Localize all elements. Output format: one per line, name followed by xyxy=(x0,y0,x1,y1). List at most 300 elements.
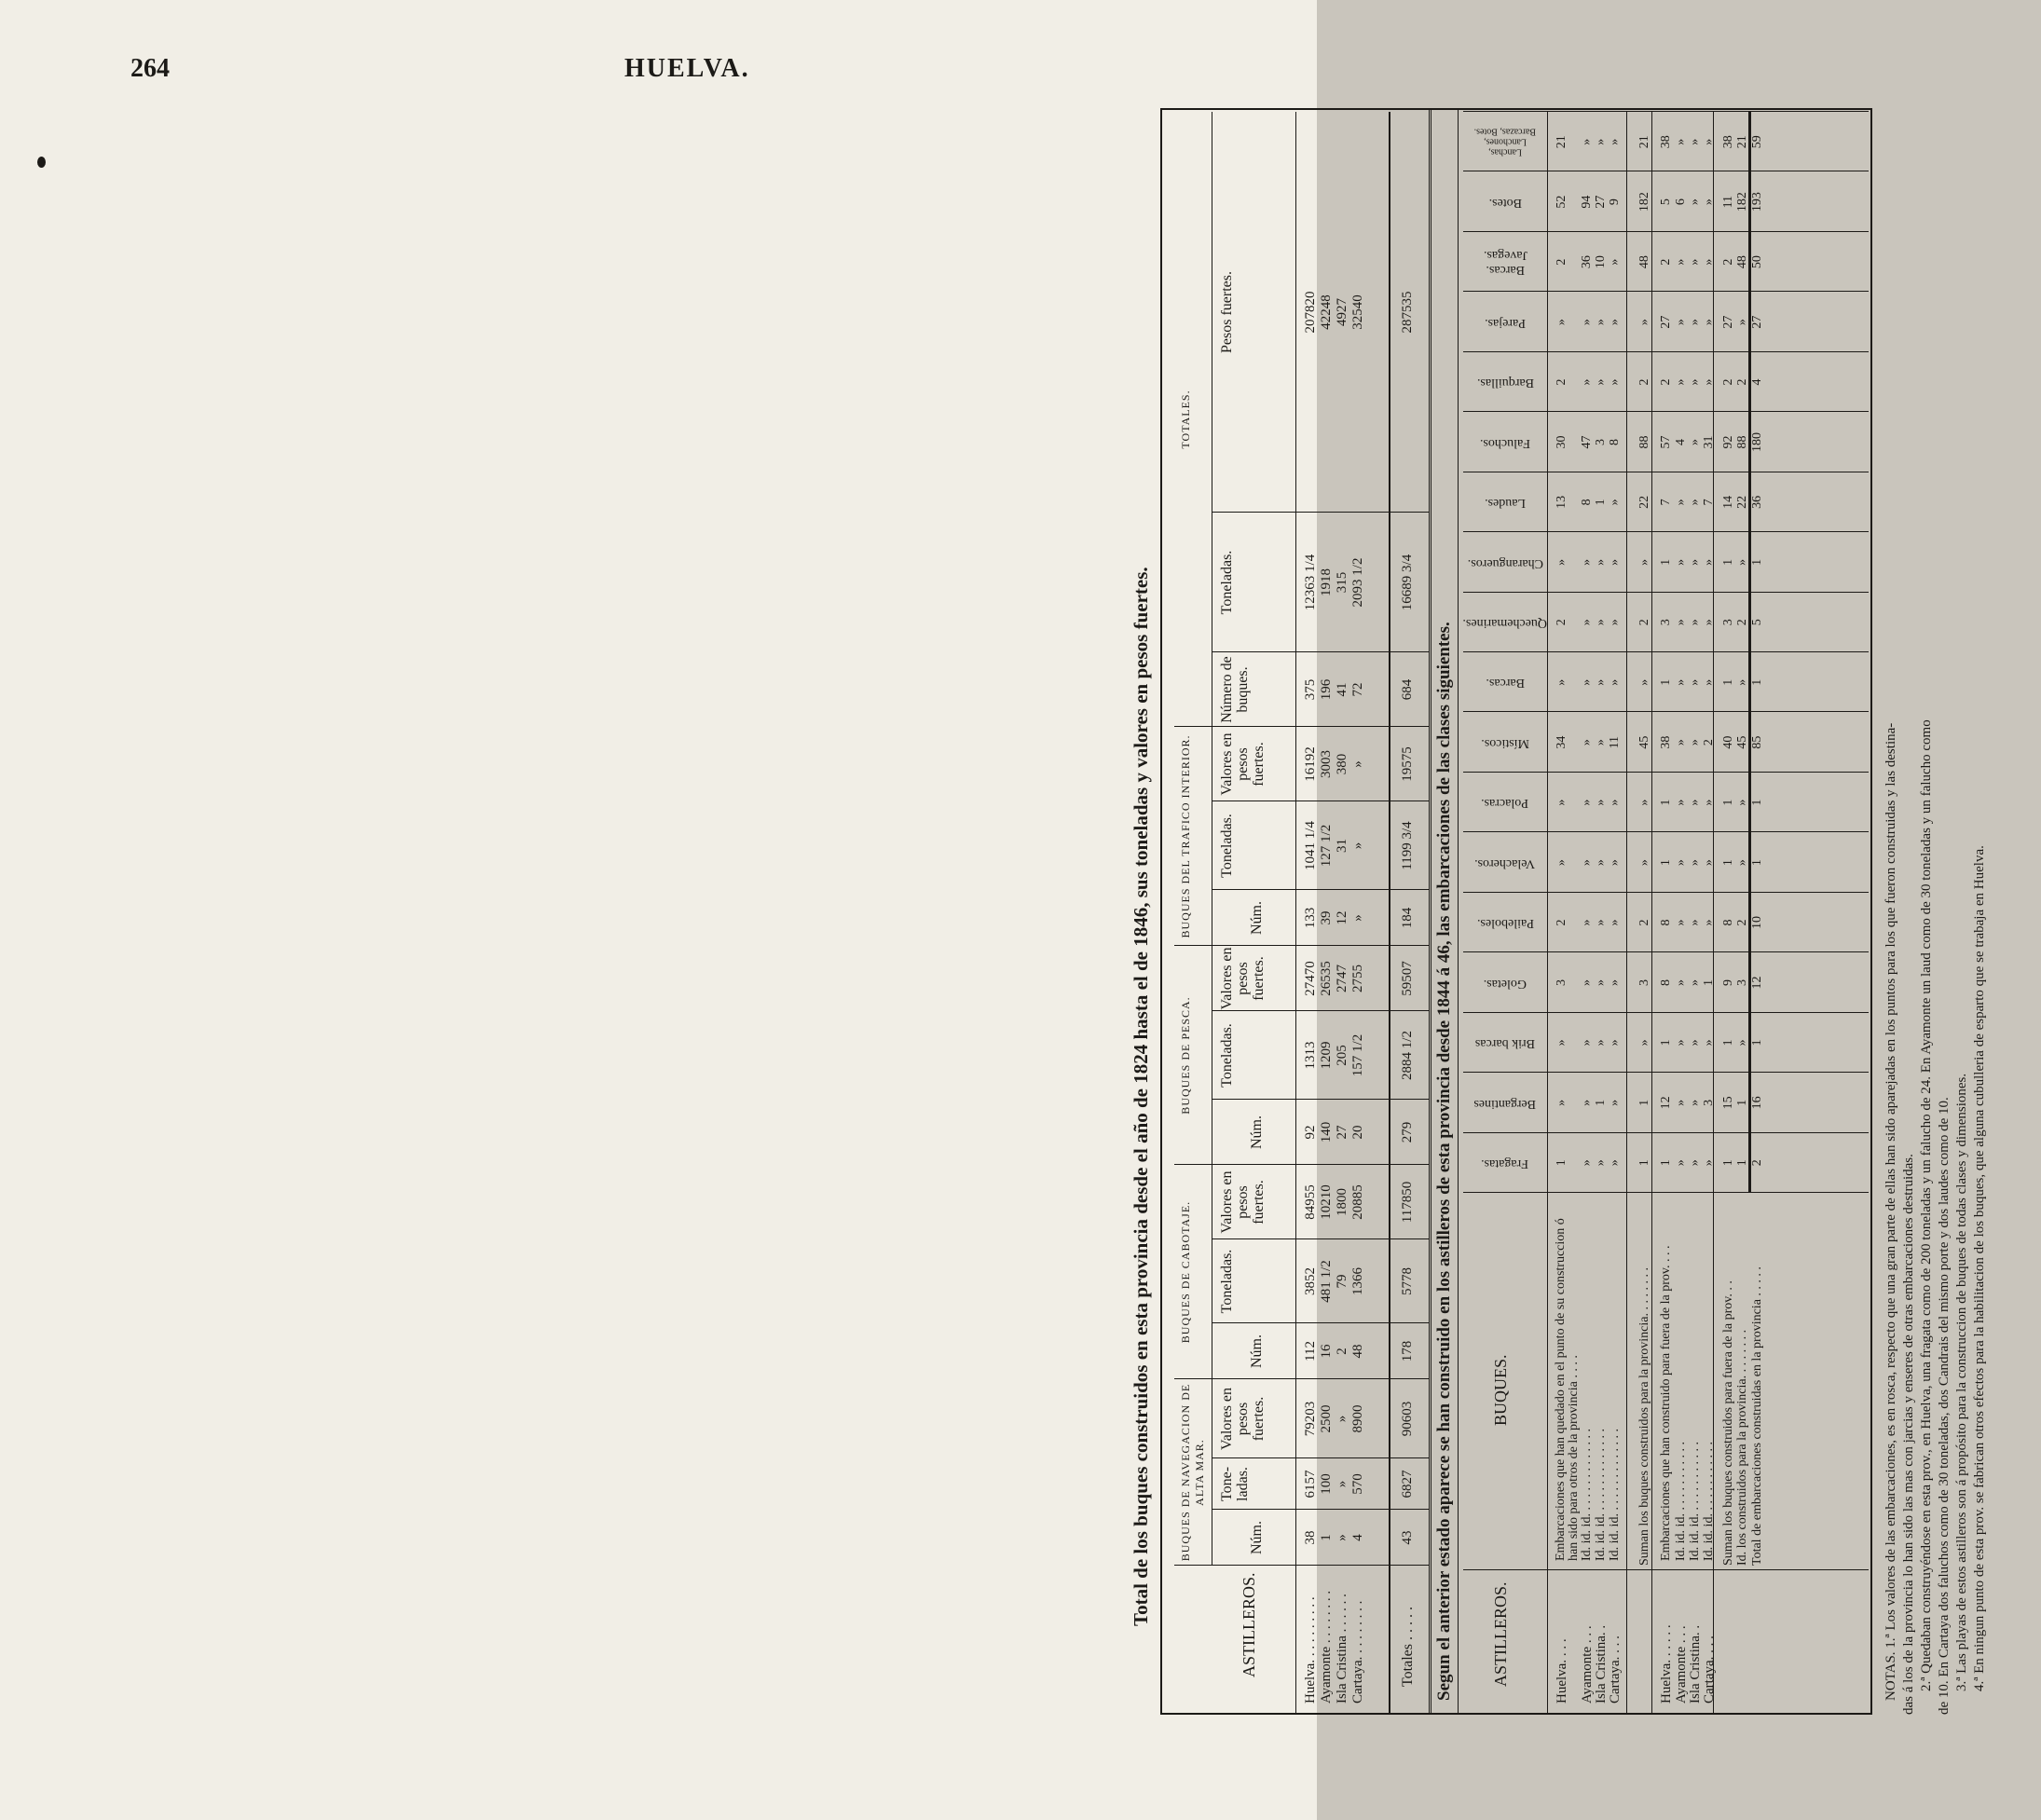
table-cell: » xyxy=(1637,678,1651,686)
table-cell: 30 xyxy=(1555,435,1568,449)
table-cell: » xyxy=(1580,138,1594,145)
table-cell: 1 xyxy=(1555,1159,1568,1167)
row-desc: Id. id. id. . . . . . . . . . . . . . xyxy=(1594,1429,1608,1561)
table-cell: » xyxy=(1594,859,1608,867)
table-cell: 1 xyxy=(1319,1534,1334,1541)
table-cell: » xyxy=(1594,739,1608,746)
type-header: Brik barcas xyxy=(1474,1035,1536,1050)
table-cell: 10 xyxy=(1594,255,1608,269)
table-cell: » xyxy=(1608,1099,1622,1106)
table-cell: » xyxy=(1688,619,1702,626)
col-header: Valores en pesos fuertes. xyxy=(1219,1170,1267,1234)
table-cell: » xyxy=(1637,799,1651,806)
table-cell: » xyxy=(1608,619,1622,626)
table-cell: 15 xyxy=(1721,1096,1735,1110)
type-header: Paileboles. xyxy=(1476,916,1534,931)
table-cell: 27 xyxy=(1659,315,1673,329)
table-cell: 12 xyxy=(1750,976,1764,990)
type-header: Velacheros. xyxy=(1474,855,1536,870)
col-header: Núm. xyxy=(1249,1115,1265,1149)
table-cell: » xyxy=(1674,978,1688,986)
col-header: Núm. xyxy=(1249,901,1265,935)
row-place: Cartaya. . . . xyxy=(1702,1635,1717,1704)
table-cell: 79 xyxy=(1335,1274,1349,1289)
row-place: Cartaya. . . . xyxy=(1608,1635,1623,1704)
table-cell: 1 xyxy=(1750,678,1764,686)
table-cell: 196 xyxy=(1319,678,1334,701)
table-cell: 1 xyxy=(1721,558,1735,566)
type-header: Bergantines xyxy=(1473,1096,1537,1111)
table-cell: » xyxy=(1580,978,1594,986)
table-cell: » xyxy=(1702,1039,1716,1047)
table-cell: » xyxy=(1555,859,1568,867)
totals-cell: 178 xyxy=(1400,1340,1415,1362)
col-header-buques: BUQUES. xyxy=(1491,1354,1510,1426)
table-cell: 38 xyxy=(1659,135,1673,149)
row-label: Isla Cristina . . . . . . xyxy=(1335,1594,1349,1704)
table-cell: 47 xyxy=(1580,435,1594,449)
table-cell: 39 xyxy=(1319,910,1334,925)
table-cell: 6 xyxy=(1674,198,1688,206)
table2-title-rule xyxy=(1458,110,1459,1715)
row-place: Ayamonte . . . xyxy=(1580,1625,1595,1704)
table-cell: 481 1/2 xyxy=(1319,1260,1334,1303)
table-cell: 3 xyxy=(1735,978,1749,986)
table-cell: 100 xyxy=(1319,1473,1334,1495)
table-cell: » xyxy=(1674,1099,1688,1106)
table-cell: » xyxy=(1608,919,1622,926)
table-cell: » xyxy=(1688,558,1702,566)
table-cell: 42248 xyxy=(1319,294,1334,330)
table1-title: Total de los buques construidos en esta provincia desde el año de 1824 hasta el de 1846, sus toneladas y valores en pesos fuertes. xyxy=(1130,567,1152,1626)
totals-cell: 59507 xyxy=(1400,961,1415,996)
table-cell: 22 xyxy=(1735,495,1749,509)
table-cell: » xyxy=(1702,799,1716,806)
table-cell: 59 xyxy=(1750,135,1764,149)
table-cell: 1 xyxy=(1637,1099,1651,1106)
table-cell: 45 xyxy=(1735,735,1749,749)
table-cell: » xyxy=(1688,198,1702,206)
table-cell: 27 xyxy=(1721,315,1735,329)
table-cell: 2 xyxy=(1735,919,1749,926)
table-cell: 8 xyxy=(1580,499,1594,506)
table-cell: 27470 xyxy=(1303,961,1318,996)
row-label: Cartaya. . . . . . . . . xyxy=(1350,1600,1365,1704)
table-cell: » xyxy=(1608,678,1622,686)
table-cell: » xyxy=(1580,799,1594,806)
totals-cell: 1199 3/4 xyxy=(1400,821,1415,870)
table-cell: » xyxy=(1608,978,1622,986)
table-cell: 1 xyxy=(1721,1159,1735,1167)
table-cell: 1 xyxy=(1659,799,1673,806)
table-cell: » xyxy=(1335,1415,1349,1423)
row-place: Huelva. . . . xyxy=(1555,1638,1569,1704)
table-cell: » xyxy=(1594,678,1608,686)
table-cell: » xyxy=(1580,739,1594,746)
row-place: Huelva. . . . . . xyxy=(1659,1624,1674,1704)
table-cell: 3 xyxy=(1555,978,1568,986)
table1-bottom-rule xyxy=(1429,110,1431,1715)
totals-cell: 5778 xyxy=(1400,1267,1415,1295)
table-cell: 16 xyxy=(1319,1344,1334,1359)
row-place: Isla Cristina. . xyxy=(1688,1624,1703,1704)
table-cell: » xyxy=(1594,1039,1608,1047)
table-cell: 72 xyxy=(1350,682,1365,697)
table-cell: 6157 xyxy=(1303,1470,1318,1498)
type-header: Goletas. xyxy=(1483,976,1527,991)
row-desc: Id. id. id. . . . . . . . . . . . . . xyxy=(1580,1429,1594,1561)
table-cell: 5 xyxy=(1659,198,1673,206)
table-cell: » xyxy=(1350,760,1365,768)
table-cell: 2755 xyxy=(1350,965,1365,992)
table-cell: 26535 xyxy=(1319,961,1334,996)
table-cell: 2093 1/2 xyxy=(1350,557,1365,608)
table-cell: » xyxy=(1674,739,1688,746)
table-cell: 14 xyxy=(1721,495,1735,509)
table-cell: 570 xyxy=(1350,1473,1365,1495)
table-cell: 7 xyxy=(1659,499,1673,506)
table-cell: » xyxy=(1594,1159,1608,1167)
table-cell: » xyxy=(1688,499,1702,506)
table-cell: 1366 xyxy=(1350,1267,1365,1295)
table-cell: » xyxy=(1702,859,1716,867)
table-cell: 27 xyxy=(1335,1125,1349,1140)
table-cell: 8 xyxy=(1721,919,1735,926)
table-cell: » xyxy=(1688,319,1702,326)
table-cell: 1 xyxy=(1750,859,1764,867)
col-header: Núm. xyxy=(1249,1334,1265,1368)
table-cell: 1313 xyxy=(1303,1041,1318,1070)
row-desc: Suman los buques construidos para fuera de la prov. . . xyxy=(1721,1280,1735,1566)
table-cell: » xyxy=(1594,558,1608,566)
table-cell: 1800 xyxy=(1335,1188,1349,1216)
table-cell: 193 xyxy=(1750,192,1764,212)
table-cell: 92 xyxy=(1303,1125,1318,1140)
note-line: 3.ª Las playas de estos astilleros son á propósito para la construccion de buques de todas clases y dimensiones. xyxy=(1954,1073,1969,1691)
table-cell: » xyxy=(1688,859,1702,867)
ink-spot xyxy=(37,157,46,168)
table-cell: » xyxy=(1735,1039,1749,1047)
table-cell: 180 xyxy=(1750,431,1764,452)
col-header-astilleros: ASTILLEROS. xyxy=(1240,1572,1258,1677)
table-cell: » xyxy=(1688,1039,1702,1047)
table-cell: 8 xyxy=(1659,919,1673,926)
table-cell: » xyxy=(1594,319,1608,326)
col-header: Tone-ladas. xyxy=(1219,1466,1251,1502)
col-header: Número de buques. xyxy=(1219,656,1251,723)
running-header: HUELVA. xyxy=(624,54,750,83)
table-cell: 16 xyxy=(1750,1096,1764,1110)
col-header: Valores en pesos fuertes. xyxy=(1219,1387,1267,1451)
totals-cell: 90603 xyxy=(1400,1401,1415,1437)
table-cell: 13 xyxy=(1555,495,1568,509)
table-cell: » xyxy=(1674,1159,1688,1167)
row-place: Ayamonte . . . xyxy=(1674,1625,1689,1704)
table-cell: 34 xyxy=(1555,735,1568,749)
table-cell: 27 xyxy=(1750,315,1764,329)
table-cell: » xyxy=(1674,138,1688,145)
table-cell: » xyxy=(1608,799,1622,806)
table-cell: 8900 xyxy=(1350,1404,1365,1433)
table-cell: 5 xyxy=(1750,619,1764,626)
table-cell: 3003 xyxy=(1319,750,1334,778)
table-cell: » xyxy=(1594,138,1608,145)
table-cell: 50 xyxy=(1750,255,1764,269)
table-cell: 1 xyxy=(1721,1039,1735,1047)
table-cell: 12 xyxy=(1335,910,1349,925)
table-cell: 4 xyxy=(1750,378,1764,386)
table-cell: » xyxy=(1335,1534,1349,1541)
table-cell: » xyxy=(1608,558,1622,566)
row-desc: Id. id. id. . . . . . . . . . . . xyxy=(1674,1442,1688,1561)
table-cell: 79203 xyxy=(1303,1401,1318,1437)
table-cell: 1 xyxy=(1735,1159,1749,1167)
table-cell: 1 xyxy=(1659,1039,1673,1047)
table-cell: » xyxy=(1555,1099,1568,1106)
table-cell: » xyxy=(1702,1159,1716,1167)
table-cell: » xyxy=(1674,1039,1688,1047)
table-cell: 3 xyxy=(1702,1099,1716,1106)
table-cell: » xyxy=(1580,619,1594,626)
type-header: Barquillas. xyxy=(1476,376,1534,390)
table-cell: 205 xyxy=(1335,1045,1349,1066)
rotated-content xyxy=(1109,19,2041,1715)
table-cell: » xyxy=(1608,258,1622,266)
table-cell: 2 xyxy=(1637,619,1651,626)
col-header: Valores en pesos fuertes. xyxy=(1219,732,1267,796)
table-cell: » xyxy=(1702,258,1716,266)
table-cell: 52 xyxy=(1555,195,1568,209)
totals-cell: 2884 1/2 xyxy=(1400,1031,1415,1080)
type-header: Faluchos. xyxy=(1479,435,1531,450)
table-cell: 1 xyxy=(1721,678,1735,686)
table-cell: 3 xyxy=(1659,619,1673,626)
group-header: TOTALES. xyxy=(1179,390,1192,449)
totals-rule xyxy=(1389,112,1390,1715)
row-place: Isla Cristina. . xyxy=(1594,1624,1609,1704)
table-cell: » xyxy=(1702,919,1716,926)
type-header: Laudes. xyxy=(1485,495,1526,510)
table-cell: » xyxy=(1608,499,1622,506)
table-cell: 48 xyxy=(1735,255,1749,269)
col-header: Núm. xyxy=(1249,1521,1265,1554)
table-cell: 9 xyxy=(1721,978,1735,986)
table-cell: 1 xyxy=(1735,1099,1749,1106)
col-header: Valores en pesos fuertes. xyxy=(1219,947,1267,1010)
totals-cell: 184 xyxy=(1400,907,1415,929)
table-cell: 1 xyxy=(1750,1039,1764,1047)
table-cell: 4927 xyxy=(1335,298,1349,326)
table-cell: » xyxy=(1555,1039,1568,1047)
type-header: Charangueros. xyxy=(1467,555,1543,570)
table-cell: » xyxy=(1594,619,1608,626)
table-cell: » xyxy=(1688,919,1702,926)
group-header: BUQUES DE NAVEGACION DE ALTA MAR. xyxy=(1179,1383,1206,1562)
row-desc: Id. id. id. . . . . . . . . . . . xyxy=(1702,1442,1716,1561)
table-cell: 92 xyxy=(1721,435,1735,449)
table-cell: » xyxy=(1555,558,1568,566)
table-cell: 12 xyxy=(1659,1096,1673,1110)
table-cell: » xyxy=(1637,859,1651,867)
table-cell: 1 xyxy=(1594,499,1608,506)
table-cell: 84955 xyxy=(1303,1184,1318,1220)
table-cell: » xyxy=(1688,438,1702,445)
table-cell: 1 xyxy=(1659,859,1673,867)
table-cell: 85 xyxy=(1750,735,1764,749)
table-cell: 1 xyxy=(1750,558,1764,566)
table-cell: » xyxy=(1608,378,1622,386)
table-cell: 1209 xyxy=(1319,1041,1334,1070)
totals-cell: 279 xyxy=(1400,1121,1415,1143)
table-cell: » xyxy=(1594,799,1608,806)
note-line: 4.ª En ningun punto de esta prov. se fabrican otros efectos para la habilitacion de los buques, que alguna cubulleria de esparto que se trabaja en Huelva. xyxy=(1972,845,1987,1691)
table-cell: 4 xyxy=(1674,438,1688,445)
table-cell: » xyxy=(1688,739,1702,746)
col-header: Toneladas. xyxy=(1219,1023,1235,1088)
table-cell: 2 xyxy=(1721,258,1735,266)
table-cell: 8 xyxy=(1659,978,1673,986)
table-cell: » xyxy=(1350,842,1365,850)
table-cell: 48 xyxy=(1637,255,1651,269)
table-cell: » xyxy=(1735,799,1749,806)
col-header: Pesos fuertes. xyxy=(1219,271,1235,353)
table-cell: » xyxy=(1674,499,1688,506)
table-cell: » xyxy=(1688,258,1702,266)
table-cell: 2 xyxy=(1750,1159,1764,1167)
table-cell: » xyxy=(1594,978,1608,986)
table-cell: » xyxy=(1637,319,1651,326)
table-cell: 20 xyxy=(1350,1125,1365,1140)
row-desc: Embarcaciones que han construido para fuera de la prov. . . . xyxy=(1659,1245,1673,1561)
table-cell: 9 xyxy=(1608,198,1622,206)
table-cell: » xyxy=(1702,619,1716,626)
table-cell: 12363 1/4 xyxy=(1303,554,1318,611)
type-header: Lanchas, Lanchones, Barcazas, Botes. xyxy=(1473,126,1537,157)
type-header: Barcas. Javegas. xyxy=(1483,248,1527,278)
group-header: BUQUES DE PESCA. xyxy=(1179,996,1192,1115)
note-line: NOTAS. 1.ª Los valores de las embarcaciones, es en rosca, respecto que una gran parte de ellas han sido aparejadas en los puntos para los que fueron construidas y las destina- xyxy=(1883,722,1898,1701)
table-cell: » xyxy=(1580,1039,1594,1047)
totals-cell: 117850 xyxy=(1400,1181,1415,1224)
header-rule xyxy=(1547,112,1548,1715)
row-desc: Id. los construidos para la provincia. . . . . . . . xyxy=(1735,1329,1749,1566)
table-cell: » xyxy=(1637,1039,1651,1047)
table-cell: 140 xyxy=(1319,1121,1334,1143)
table-cell: » xyxy=(1674,319,1688,326)
row-group-rule xyxy=(1626,112,1627,1715)
table-cell: » xyxy=(1594,378,1608,386)
table-cell: 2 xyxy=(1735,619,1749,626)
table-cell: » xyxy=(1702,558,1716,566)
table-cell: » xyxy=(1608,1039,1622,1047)
table-cell: » xyxy=(1735,859,1749,867)
table-cell: 1 xyxy=(1721,799,1735,806)
table-cell: » xyxy=(1735,319,1749,326)
table-cell: 7 xyxy=(1702,499,1716,506)
table-cell: 2 xyxy=(1555,919,1568,926)
table2-title: Segun el anterior estado aparece se han construido en los astilleros de esta provincia desde 1844 á 46, las embarcaciones de las clases siguientes. xyxy=(1434,622,1454,1701)
col-header: Toneladas. xyxy=(1219,550,1235,615)
header-rule xyxy=(1295,112,1296,1715)
table-cell: 1 xyxy=(1721,859,1735,867)
type-header: Quechemarines. xyxy=(1462,615,1548,630)
totals-cell: 684 xyxy=(1400,678,1415,701)
table-cell: » xyxy=(1580,558,1594,566)
table-cell: 2 xyxy=(1555,378,1568,386)
table-cell: 22 xyxy=(1637,495,1651,509)
row-desc: Id. id. id. . . . . . . . . . . . xyxy=(1688,1442,1702,1561)
table-cell: 3 xyxy=(1594,438,1608,445)
table-cell: 2 xyxy=(1721,378,1735,386)
table-cell: 2 xyxy=(1555,258,1568,266)
table-cell: » xyxy=(1674,799,1688,806)
table-cell: 1 xyxy=(1750,799,1764,806)
table-cell: 10 xyxy=(1750,916,1764,930)
table-cell: » xyxy=(1580,1099,1594,1106)
table-cell: 1 xyxy=(1594,1099,1608,1106)
table-cell: » xyxy=(1674,258,1688,266)
table-cell: 2 xyxy=(1637,378,1651,386)
note-line: das á los de la provincia lo han sido las mas con jarcias y enseres de otras embarcaciones destruidas. xyxy=(1901,1154,1916,1715)
table-cell: 380 xyxy=(1335,753,1349,775)
note-line: de 10. En Cartaya dos faluchos como de 30 toneladas, dos Candrais del mismo porte y dos laudes como de 10. xyxy=(1937,1097,1952,1715)
table-cell: 127 1/2 xyxy=(1319,824,1334,868)
table-cell: 157 1/2 xyxy=(1350,1033,1365,1077)
table-cell: 21 xyxy=(1637,135,1651,149)
table-cell: 16192 xyxy=(1303,746,1318,782)
table-cell: 57 xyxy=(1659,435,1673,449)
table-cell: » xyxy=(1674,859,1688,867)
table-cell: » xyxy=(1702,138,1716,145)
table-cell: 2 xyxy=(1555,619,1568,626)
table-cell: » xyxy=(1555,799,1568,806)
table-cell: » xyxy=(1608,138,1622,145)
table-cell: 8 xyxy=(1608,438,1622,445)
totals-cell: 43 xyxy=(1400,1530,1415,1545)
table-cell: » xyxy=(1735,678,1749,686)
row-desc: Suman los buques construidos para la provincia. . . . . . . . xyxy=(1637,1266,1651,1566)
table-cell: 1 xyxy=(1637,1159,1651,1167)
table-cell: 2 xyxy=(1659,378,1673,386)
type-header: Botes. xyxy=(1488,195,1522,210)
table-cell: 1 xyxy=(1702,978,1716,986)
table-cell: » xyxy=(1674,619,1688,626)
table-cell: 2 xyxy=(1702,739,1716,746)
table-cell: » xyxy=(1580,319,1594,326)
table-cell: 38 xyxy=(1659,735,1673,749)
table-cell: 88 xyxy=(1637,435,1651,449)
table-cell: » xyxy=(1608,859,1622,867)
table-cell: 48 xyxy=(1350,1344,1365,1359)
table-cell: 2 xyxy=(1659,258,1673,266)
table-cell: 3 xyxy=(1721,619,1735,626)
table-cell: 182 xyxy=(1637,192,1651,212)
type-header: Parejas. xyxy=(1485,315,1526,330)
table-cell: » xyxy=(1702,198,1716,206)
table-cell: 3 xyxy=(1637,978,1651,986)
table-cell: » xyxy=(1688,378,1702,386)
table-cell: » xyxy=(1580,678,1594,686)
col-header: Toneladas. xyxy=(1219,1249,1235,1314)
type-header: Polacras. xyxy=(1481,796,1529,811)
table-cell: » xyxy=(1688,978,1702,986)
table-cell: 3852 xyxy=(1303,1267,1318,1295)
col-rule xyxy=(1463,1569,1869,1570)
col-header-astilleros: ASTILLEROS. xyxy=(1491,1581,1510,1687)
table-cell: 94 xyxy=(1580,195,1594,209)
table-cell: 2500 xyxy=(1319,1404,1334,1433)
table-cell: 182 xyxy=(1735,192,1749,212)
